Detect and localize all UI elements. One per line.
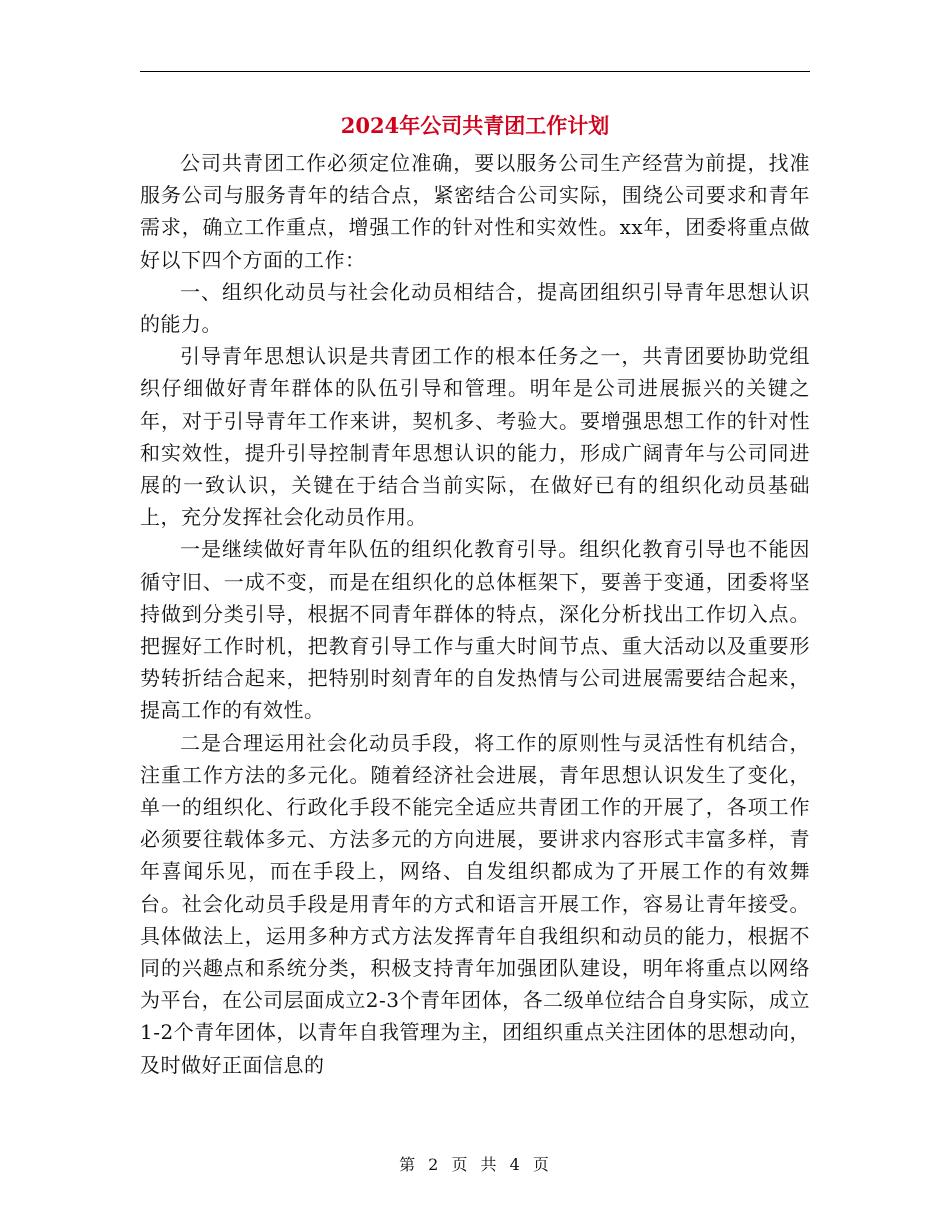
page-footer: 第 2 页 共 4 页	[399, 1155, 551, 1174]
document-body	[140, 147, 810, 1081]
paragraph-point-one: 一是继续做好青年队伍的组织化教育引导。组织化教育引导也不能因循守旧、一成不变，而是在组织化的总体框架下，要善于变通，团委将坚持做到分类引导，根据不同青年群体的特点，深化分析找出工作切入点。把握好工作时机，把教育引导工作与重大时间节点、重大活动以及重要形势转折结合起来，把特别时刻青年的自发热情与公司进展需要结合起来，提高工作的有效性。	[140, 537, 810, 723]
paragraph-intro: 公司共青团工作必须定位准确，要以服务公司生产经营为前提，找准服务公司与服务青年的结合点，紧密结合公司实际，围绕公司要求和青年需求，确立工作重点，增强工作的针对性和实效性。xx年，团委将重点做好以下四个方面的工作：	[140, 151, 810, 272]
document-title: 2024年公司共青团工作计划	[340, 113, 610, 138]
header-rule	[140, 71, 810, 72]
paragraph-guidance: 引导青年思想认识是共青团工作的根本任务之一，共青团要协助党组织仔细做好青年群体的队伍引导和管理。明年是公司进展振兴的关键之年，对于引导青年工作来讲，契机多、考验大。要增强思想工作的针对性和实效性，提升引导控制青年思想认识的能力，形成广阔青年与公司同进展的一致认识，关键在于结合当前实际，在做好已有的组织化动员基础上，充分发挥社会化动员作用。	[140, 344, 810, 530]
paragraph-point-two: 二是合理运用社会化动员手段，将工作的原则性与灵活性有机结合，注重工作方法的多元化。随着经济社会进展，青年思想认识发生了变化，单一的组织化、行政化手段不能完全适应共青团工作的开展了，各项工作必须要往载体多元、方法多元的方向进展，要讲求内容形式丰富多样，青年喜闻乐见，而在手段上，网络、自发组织都成为了开展工作的有效舞台。社会化动员手段是用青年的方式和语言开展工作，容易让青年接受。具体做法上，运用多种方式方法发挥青年自我组织和动员的能力，根据不同的兴趣点和系统分类，积极支持青年加强团队建设，明年将重点以网络为平台，在公司层面成立2-3个青年团体，各二级单位结合自身实际，成立1-2个青年团体，以青年自我管理为主，团组织重点关注团体的思想动向，及时做好正面信息的	[140, 730, 810, 1077]
paragraph-section-heading: 一、组织化动员与社会化动员相结合，提高团组织引导青年思想认识的能力。	[140, 279, 810, 337]
